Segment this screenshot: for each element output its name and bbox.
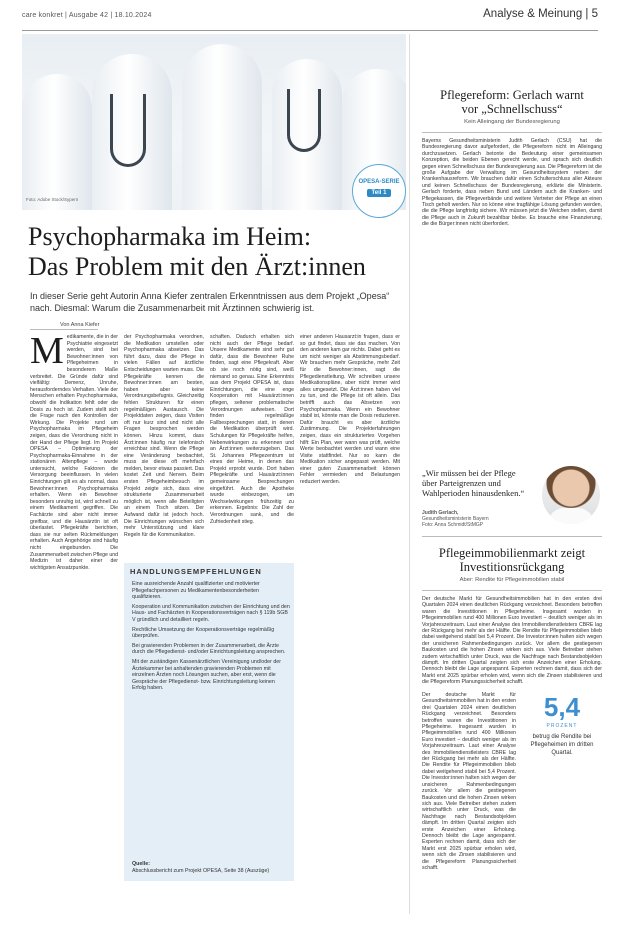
- side-rule-2: [422, 536, 602, 537]
- series-badge: [352, 164, 406, 218]
- box-source-text: Abschlussbericht zum Projekt OPESA, Seite 38 (Auszüge): [132, 867, 270, 874]
- stat-text: betrug die Rendite bei Pflegeheimen im dritten Quartal.: [530, 734, 594, 756]
- article-lead: In dieser Serie geht Autorin Anna Kiefer zentralen Erkenntnissen aus dem Projekt „Opesa“ nach. Diesmal: Warum die Zusammenarbeit mit Ärztinnen schwierig ist.: [30, 291, 390, 313]
- box-source-label: Quelle:: [132, 861, 150, 867]
- author-rule: [30, 329, 98, 330]
- side-title-2-line-1: Pflegeimmobilienmarkt zeigt: [438, 546, 586, 560]
- box-list: [132, 581, 290, 692]
- column-1-text: edikamente, die in der Psychiatrie eingesetzt werden, sind bei Bewohner:innen von Pflegeheimen in besonderem Maße verbreitet. Die Gründe dafür sind vielfältig: Demenz, Unruhe, herausforderndes Verhalten. Viele der Menschen erhalten Psychopharmaka, obwohl die Indikation fehlt oder die Dosis zu hoch ist. Zudem stellt sich die Frage nach den Kontrollen der Wirkung. Die Projekte rund um Psychopharmaka im Pflegeheim zeigen, dass die Verordnung nicht in der Hand der Pflege liegt. Im Projekt OPESA – Optimierung der Psychopharmaka-Einnahme in der stationären Altenpflege – wurde untersucht, welche Faktoren die Versorgung beeinflussen. In vielen Einrichtungen gilt es als normal, dass Bewohner:innen Psychopharmaka erhalten. Wenn ein Bewohner besonders unruhig ist, wird schnell zu einem Medikament gegriffen. Die Fachärzte sind aber nicht immer greifbar, und die Hausärztin ist oft überlastet. Pflegekräfte berichten, dass sie nur selten Rückmeldungen erhalten. Auch Angehörige sind häufig nicht eingebunden. Die Zusammenarbeit zwischen Pflege und Medizin ist daher einer der wichtigsten Ansatzpunkte.: [30, 334, 118, 571]
- quote-name: Judith Gerlach,: [422, 510, 459, 516]
- column-divider: [409, 34, 410, 914]
- article-column-4: einer anderen Hausarzt:in fragen, dass er so gut findet, dass sie das machen. Von den anderen kam gar nichts. Dabei geht es um nicht weniger als Abstimmungsbedarf. Wir brauchen mehr Gespräche, mehr Zeit für die Bewohner:innen, sagt die Pflegedienstleitung. Wir schreiben unsere Medikationspläne, aber nicht immer wird alles umgesetzt. Die Ärzt:innen haben viel zu tun, und die Pflege ist oft allein. Das betrifft auch das Absetzen von Psychopharmaka. Wenn ein Bewohner stabil ist, könnte man die Dosis reduzieren. Dafür braucht es aber ärztliche Zustimmung. Die Projekterfahrungen zeigen, dass ein strukturiertes Vorgehen hilft: Ein Plan, wer wann was prüft, welche Werte beobachtet werden und wann eine Visite stattfindet. Nur so kann die Medikation sicher angepasst werden. Mit einer guten Zusammenarbeit können Fehler vermieden und Belastungen reduziert werden.: [300, 334, 400, 486]
- badge-label: OPESA-SERIE: [358, 179, 400, 185]
- issue-info: care konkret | Ausgabe 42 | 18.10.2024: [22, 12, 152, 19]
- side-article-1-header: [422, 88, 602, 125]
- side-article-2-header: [422, 546, 602, 583]
- side-subtitle-1: Kein Alleingang der Bundesregierung: [464, 119, 560, 125]
- quote-attribution: [422, 510, 532, 528]
- side-article-2-text-bottom: Der deutsche Markt für Gesundheitsimmobilien hat in den ersten drei Quartalen 2024 einen deutlichen Rückgang verzeichnet. Besonders betroffen waren die Investitionen in Pflegeheime. Insgesamt wurden in Pflegeimmobilien rund 400 Millionen Euro investiert – deutlich weniger als im Vorjahreszeitraum. Laut einer Analyse des Immobiliendienstleisters CBRE lag der Rückgang bei mehr als der Hälfte. Die Rendite für Pflegeimmobilien blieb dabei weitgehend stabil bei 5,4 Prozent. Die Investor:innen halten sich wegen der unsicheren Rahmenbedingungen zurück. Vor allem die gestiegenen Baukosten und die hohen Zinsen wirken sich aus. Viele Betreiber stehen zudem wirtschaftlich unter Druck, was die Nachfrage nach Bestandsobjekten dämpft. Im dritten Quartal zeigten sich erste Anzeichen einer Erholung. Dennoch bleibt die Lage angespannt. Experten rechnen damit, dass sich der Markt erst 2025 spürbar erholen wird, wenn sich die Zinsen stabilisieren und die Pflegereform Planungssicherheit schafft.: [422, 692, 516, 871]
- box-item: Rechtliche Umsetzung der Kooperationsverträge regelmäßig überprüfen.: [132, 626, 275, 640]
- quote-photo-credit: Foto: Anna Schmidt/StMGP: [422, 522, 484, 528]
- article-headline: [28, 222, 408, 282]
- stat-callout: [522, 692, 602, 757]
- stat-unit: PROZENT: [546, 723, 578, 729]
- page-header: [22, 0, 598, 34]
- stat-value: 5,4: [543, 692, 581, 722]
- section-title: Analyse & Meinung | 5: [483, 8, 598, 20]
- photo-credit: Foto: Adobe Stock/Sypern: [26, 197, 79, 202]
- side-rule-3: [422, 590, 602, 591]
- article-column-1: [30, 334, 118, 914]
- box-source: [132, 861, 269, 874]
- side-title-2-line-2: Investitionsrückgang: [459, 560, 565, 574]
- box-title: HANDLUNGSEMPFEHLUNGEN: [130, 567, 262, 576]
- box-item: Eine ausreichende Anzahl qualifizierter und motivierter Pflegefachpersonen zu Medikamentenbesonderheiten qualifizieren.: [132, 581, 260, 601]
- side-title-1-line-2: vor „Schnellschuss“: [461, 102, 563, 116]
- article-photo: [22, 34, 406, 210]
- side-subtitle-2: Aber: Rendite für Pflegeimmobilien stabil: [459, 577, 565, 583]
- headline-line-1: Psychopharmaka im Heim:: [28, 222, 312, 251]
- side-rule-1: [422, 132, 602, 133]
- side-article-2-text-top: Der deutsche Markt für Gesundheitsimmobilien hat in den ersten drei Quartalen 2024 einen deutlichen Rückgang verzeichnet. Besonders betroffen waren die Investitionen in Pflegeheime. Insgesamt wurden in Pflegeimmobilien rund 400 Millionen Euro investiert – deutlich weniger als im Vorjahreszeitraum. Laut einer Analyse des Immobiliendienstleisters CBRE lag der Rückgang bei mehr als der Hälfte. Die Rendite für Pflegeimmobilien blieb dabei weitgehend stabil bei 5,4 Prozent. Die Investor:innen halten sich wegen der unsicheren Rahmenbedingungen zurück. Vor allem die gestiegenen Baukosten und die hohen Zinsen wirken sich aus. Viele Betreiber stehen zudem wirtschaftlich unter Druck, was die Nachfrage nach Bestandsobjekten dämpft. Im dritten Quartal zeigten sich erste Anzeichen einer Erholung. Dennoch bleibt die Lage angespannt. Experten rechnen damit, dass sich der Markt erst 2025 spürbar erholen wird, wenn sich die Zinsen stabilisieren und die Pflegereform Planungssicherheit schafft.: [422, 596, 602, 686]
- article-column-3: schaften. Dadurch erhalten sich nicht auch der Pflege bedarf. Unsere Medikamente sind sehr gut dafür, dass die Bewohner Ruhe finden, sagt eine Pflegekraft. Aber ob sie noch nötig sind, weiß niemand so genau. Eine Erkenntnis aus dem Projekt OPESA ist, dass Einrichtungen, die eine enge Kooperation mit Hausärzt:innen pflegen, seltener problematische Verordnungen aufweisen. Dort finden regelmäßige Fallbesprechungen statt, in denen die Medikation überprüft wird. Schulungen für Pflegekräfte helfen, Nebenwirkungen zu erkennen und an Ärzt:innen weiterzugeben. Das St. Johannes Pflegezentrum ist eines der Heime, in denen das Projekt erprobt wurde. Dort haben Pflegekräfte und Hausärzt:innen gemeinsame Besprechungen eingeführt. Auch die Apotheke wurde einbezogen, um Wechselwirkungen frühzeitig zu erkennen. Ergebnis: Die Zahl der Verordnungen sank, und die Zufriedenheit stieg.: [210, 334, 294, 525]
- article-column-2: der Psychopharmaka verordnen, die Medikation umstellen oder Psychopharmaka absetzen. Das führt dazu, dass die Pflege in vielen Fällen auf ärztliche Entscheidungen warten muss. Die Pflegekräfte kennen die Bewohner:innen am besten, haben aber keine Verordnungsbefugnis. Gleichzeitig fehlen Strukturen für einen regelmäßigen Austausch. Die Projektdaten zeigen, dass Visiten oft nur kurz sind und nicht alle Fragen besprochen werden können. Hinzu kommt, dass Ärzt:innen häufig nur telefonisch erreichbar sind. Wenn die Pflege eine Veränderung beobachtet, muss sie diese oft mehrfach melden, bevor etwas passiert. Das kostet Zeit und Nerven. Beim ersten Pflegeheimbesuch im Projekt zeigte sich, dass eine strukturierte Zusammenarbeit möglich ist, wenn alle Beteiligten an einem Tisch sitzen. Der Aufwand dafür ist jedoch hoch. Die Einrichtungen wünschen sich mehr Unterstützung und klare Regeln für die Kommunikation.: [124, 334, 204, 538]
- side-article-1-text: Bayerns Gesundheitsministerin Judith Gerlach (CSU) hat die Bundesregierung davor aufgefordert, die Pflegereform nicht im Alleingang durchzusetzen. Gerlach betonte die Bedeutung einer gemeinsamen Konzeption, die beiden Ebenen gerecht werde, und sprach sich deutlich gegen einen Schnellschuss der Bundesregierung aus. Die Pflegereform ist die große Aufgabe der Verwaltung im Gesundheitssystem neben der Krankenhausreform. Wir brauchen dafür einen Schulterschluss aller Akteure und keinen Schnellschuss der Bundesregierung, erklärte die Ministerin. Gerlach forderte, dass neben Bund und Ländern auch die Kranken- und Pflegekassen, die Pflegeverbände und weitere Vertreter der Pflege an einen Tisch geholt werden. Nur so könne eine tragfähige Lösung gefunden werden, die die Pflege langfristig sichere. Wir müssen jetzt die Weichen stellen, damit die Pflege auch in Zukunft bezahlbar bleibe. Es brauche eine Finanzierung, die die Bürger:innen nicht überfordert.: [422, 138, 602, 228]
- header-rule: [22, 30, 598, 31]
- drop-cap: M: [30, 334, 64, 372]
- quote-role: Gesundheitsministerin Bayern: [422, 516, 489, 522]
- pull-quote: „Wir müssen bei der Pflege über Parteigrenzen und Wahlperioden hinausdenken.“: [422, 468, 525, 498]
- side-title-1-line-1: Pflegereform: Gerlach warnt: [440, 88, 584, 102]
- headline-line-2: Das Problem mit den Ärzt:innen: [28, 252, 366, 281]
- box-item: Bei gravierenden Problemen in der Zusammenarbeit, die Ärzte durch die Pflegedienst- und/oder Einrichtungsleitung ansprechen.: [132, 642, 286, 656]
- box-item: Kooperation und Kommunikation zwischen der Einrichtung und den Haus- und Fachärzten in Kooperationsverträgen nach § 119b SGB V gründlich und detailliert regeln.: [132, 603, 290, 623]
- author-portrait: [542, 466, 600, 524]
- badge-part: Teil 1: [367, 189, 392, 197]
- article-author: Von Anna Kiefer: [60, 322, 100, 328]
- recommendations-box: [124, 563, 294, 881]
- box-item: Mit der zuständigen Kassenärztlichen Vereinigung und/oder der Ärztekammer bei anhaltenden gravierenden Problemen mit einzelnen Ärzten noch Lösungen suchen, aber erst, wenn die Gespräche der Pflegedienst- bzw. Einrichtungsleitung keinen Erfolg haben.: [132, 658, 281, 692]
